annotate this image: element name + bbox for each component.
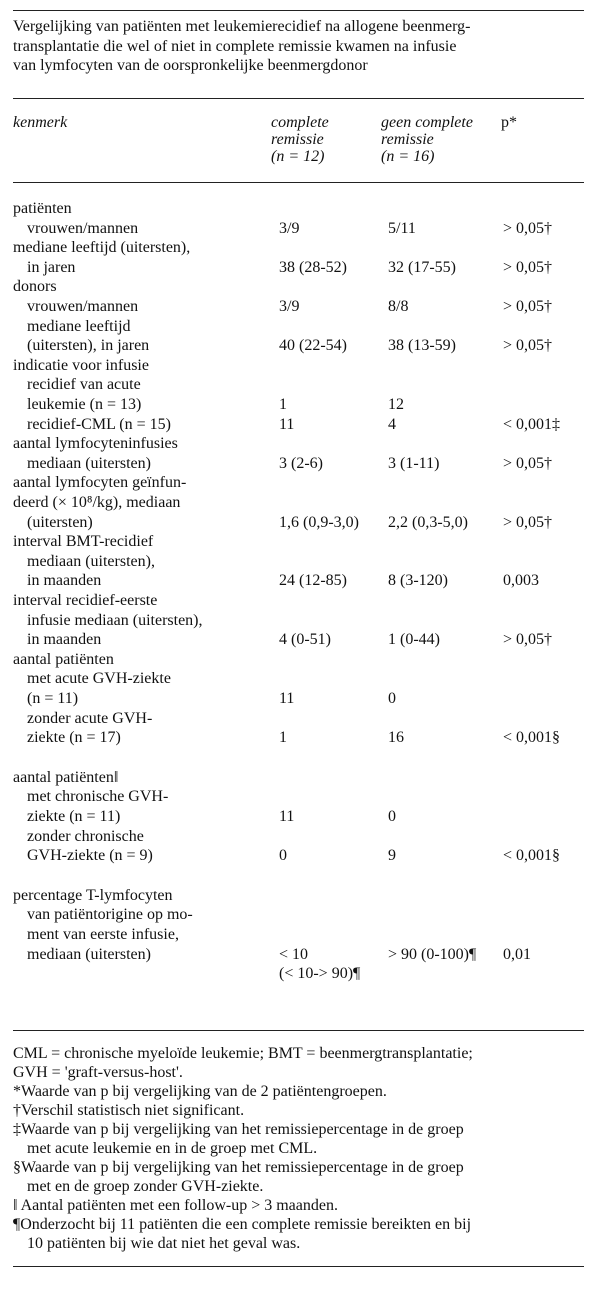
cell-complete-remissie: 1	[279, 729, 287, 747]
table-caption	[13, 17, 584, 76]
cell-geen-complete-remissie: 2,2 (0,3-5,0)	[388, 513, 468, 531]
row-label: mediane leeftijd (uitersten),	[13, 239, 191, 257]
footnote: ‡Waarde van p bij vergelijking van het remissiepercentage in de groep	[13, 1121, 464, 1138]
cell-p-value: > 0,05†	[503, 454, 553, 472]
row-label: infusie mediaan (uitersten),	[27, 611, 203, 629]
cell-p-value: > 0,05†	[503, 631, 553, 649]
footnote: §Waarde van p bij vergelijking van het remissiepercentage in de groep	[13, 1159, 464, 1176]
footnote: met acute leukemie en in de groep met CML.	[27, 1140, 318, 1157]
footnote: ¶Onderzocht bij 11 patiënten die een complete remissie bereikten en bij	[13, 1216, 472, 1233]
top-rule	[13, 10, 584, 11]
cell-geen-complete-remissie: 0	[388, 808, 396, 825]
header-complete-remissie	[271, 114, 329, 165]
cell-complete-remissie: 40 (22-54)	[279, 337, 347, 355]
row-label: donors	[13, 278, 57, 296]
cell-complete-remissie: 4 (0-51)	[279, 631, 331, 649]
cell-complete-remissie: 11	[279, 690, 295, 707]
row-label: recidief van acute	[27, 376, 141, 394]
footnote: †Verschil statistisch niet significant.	[13, 1102, 245, 1119]
cell-complete-remissie: 11	[279, 808, 295, 825]
footnote: *Waarde van p bij vergelijking van de 2 patiëntengroepen.	[13, 1083, 387, 1100]
row-label: in jaren	[27, 258, 76, 276]
cell-p-value: < 0,001§	[503, 847, 561, 865]
row-label: deerd (× 10⁸/kg), mediaan	[13, 494, 181, 511]
cell-p-value: < 0,001‡	[503, 415, 561, 433]
cell-complete-remissie: 3/9	[279, 298, 300, 315]
row-label: aantal patiënten‖	[13, 768, 119, 786]
cell-geen-complete-remissie: 0	[388, 690, 396, 707]
row-label: (uitersten), in jaren	[27, 337, 150, 355]
row-label: mediaan (uitersten)	[27, 454, 151, 472]
row-label: mediaan (uitersten),	[27, 552, 155, 570]
header-kenmerk: kenmerk	[13, 114, 68, 131]
row-label: recidief-CML (n = 15)	[27, 415, 171, 433]
row-label: aantal lymfocyteninfusies	[13, 435, 178, 453]
table-page	[13, 0, 584, 1304]
row-label: leukemie (n = 13)	[27, 396, 142, 413]
cell-geen-complete-remissie: 12	[388, 396, 404, 413]
footnote: ‖ Aantal patiënten met een follow-up > 3 maanden.	[13, 1197, 338, 1214]
row-label: in maanden	[27, 572, 102, 590]
header-top-rule	[13, 98, 584, 99]
header-bottom-rule	[13, 182, 584, 183]
caption-line: van lymfocyten van de oorspronkelijke beenmergdonor	[13, 57, 368, 74]
row-label: van patiëntorigine op mo-	[27, 906, 193, 924]
cell-geen-complete-remissie: 8 (3-120)	[388, 572, 448, 590]
cell-complete-remissie: 3/9	[279, 219, 300, 237]
cell-geen-complete-remissie: 16	[388, 729, 404, 747]
row-label: interval recidief-eerste	[13, 592, 158, 609]
row-label: indicatie voor infusie	[13, 356, 149, 374]
cell-complete-remissie: 3 (2-6)	[279, 454, 323, 472]
cell-geen-complete-remissie: 9	[388, 847, 396, 865]
cell-p-value: > 0,05†	[503, 513, 553, 531]
footnote: GVH = 'graft-versus-host'.	[13, 1064, 183, 1081]
header-line: geen complete	[381, 114, 473, 131]
cell-geen-complete-remissie: 1 (0-44)	[388, 631, 440, 649]
cell-p-value: > 0,05†	[503, 337, 553, 355]
row-label: zonder chronische	[27, 827, 144, 845]
cell-p-value: > 0,05†	[503, 258, 553, 276]
cell-complete-remissie: 0	[279, 847, 287, 865]
row-label: aantal patiënten	[13, 650, 114, 668]
cell-complete-remissie: 1,6 (0,9-3,0)	[279, 513, 359, 531]
footnotes	[13, 1044, 584, 1253]
header-line: remissie	[381, 131, 434, 148]
cell-geen-complete-remissie: 3 (1-11)	[388, 454, 440, 472]
row-label: ziekte (n = 11)	[27, 808, 121, 825]
footnote: CML = chronische myeloïde leukemie; BMT = beenmergtransplantatie;	[13, 1045, 473, 1062]
cell-p-value: 0,003	[503, 572, 539, 590]
row-label: interval BMT-recidief	[13, 533, 154, 551]
row-label: vrouwen/mannen	[27, 298, 139, 315]
cell-complete-remissie: (< 10-> 90)¶	[279, 965, 361, 983]
row-label: GVH-ziekte (n = 9)	[27, 847, 153, 865]
cell-geen-complete-remissie: 4	[388, 415, 396, 433]
cell-p-value: > 0,05†	[503, 298, 553, 315]
header-p: p*	[501, 114, 517, 131]
footnote: met en de groep zonder GVH-ziekte.	[27, 1178, 264, 1195]
header-line: complete	[271, 114, 329, 131]
caption-line: transplantatie die wel of niet in complete remissie kwamen na infusie	[13, 37, 457, 55]
cell-p-value: < 0,001§	[503, 729, 561, 747]
cell-complete-remissie: 11	[279, 415, 295, 433]
cell-p-value: > 0,05†	[503, 219, 553, 237]
cell-geen-complete-remissie: 8/8	[388, 298, 409, 315]
row-label: mediaan (uitersten)	[27, 945, 151, 963]
cell-geen-complete-remissie: 5/11	[388, 219, 416, 237]
row-label: met chronische GVH-	[27, 788, 169, 806]
cell-geen-complete-remissie: 38 (13-59)	[388, 337, 456, 355]
header-line: (n = 16)	[381, 148, 435, 165]
row-label: (n = 11)	[27, 690, 79, 707]
table-bottom-rule	[13, 1030, 584, 1031]
header-geen-complete-remissie	[381, 114, 473, 165]
row-label: zonder acute GVH-	[27, 709, 153, 727]
footnote: 10 patiënten bij wie dat niet het geval was.	[27, 1235, 301, 1252]
row-label: met acute GVH-ziekte	[27, 670, 171, 688]
cell-complete-remissie: 24 (12-85)	[279, 572, 347, 590]
row-label: percentage T-lymfocyten	[13, 886, 173, 904]
row-label: (uitersten)	[27, 513, 93, 531]
row-label: vrouwen/mannen	[27, 219, 139, 237]
row-label: in maanden	[27, 631, 102, 649]
row-label: patiënten	[13, 200, 72, 217]
cell-complete-remissie: 1	[279, 396, 287, 413]
cell-geen-complete-remissie: > 90 (0-100)¶	[388, 945, 477, 963]
cell-complete-remissie: < 10	[279, 945, 309, 963]
bottom-rule	[13, 1266, 584, 1267]
row-label: ment van eerste infusie,	[27, 926, 179, 943]
cell-p-value: 0,01	[503, 945, 531, 963]
header-line: remissie	[271, 131, 324, 148]
row-label: mediane leeftijd	[27, 317, 131, 335]
caption-line: Vergelijking van patiënten met leukemierecidief na allogene beenmerg-	[13, 18, 471, 35]
row-label: aantal lymfocyten geïnfun-	[13, 474, 187, 492]
header-line: (n = 12)	[271, 148, 325, 165]
cell-geen-complete-remissie: 32 (17-55)	[388, 258, 456, 276]
row-label: ziekte (n = 17)	[27, 729, 121, 747]
cell-complete-remissie: 38 (28-52)	[279, 258, 347, 276]
